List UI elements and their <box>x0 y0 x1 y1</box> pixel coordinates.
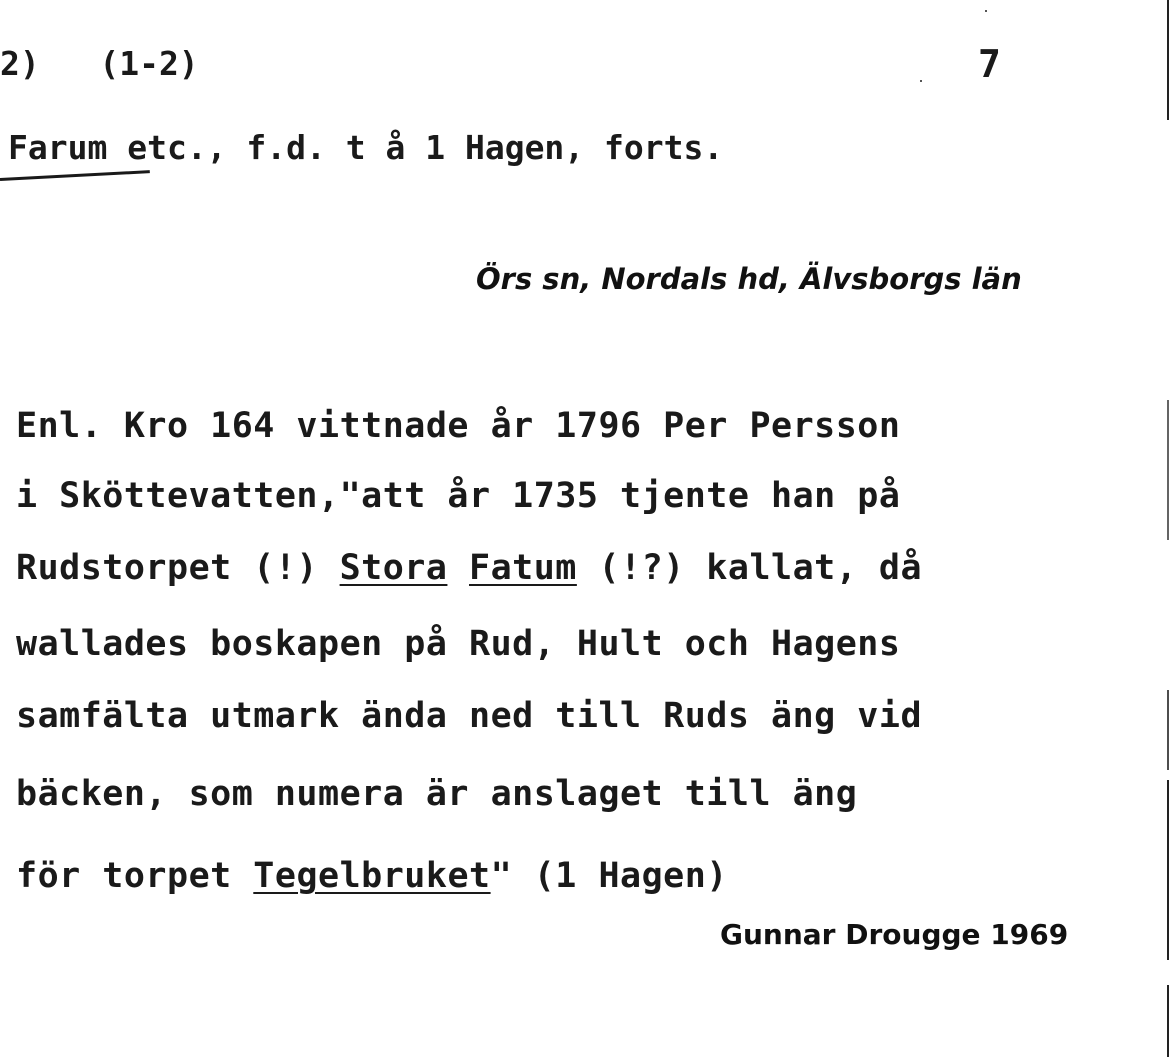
body-line-1 <box>16 406 900 446</box>
scan-speck <box>985 10 987 12</box>
card-edge-rule <box>1167 780 1169 960</box>
body-text: Enl. Kro 164 vittnade år 1796 Per Persson <box>16 406 901 446</box>
page-number: 7 <box>978 42 1001 86</box>
card-edge-rule <box>1167 400 1169 540</box>
body-text: (!?) kallat, då <box>576 548 923 588</box>
heading-rest: etc., f.d. t å 1 Hagen, forts. <box>107 128 724 167</box>
body-line-6 <box>16 774 857 814</box>
underlined-name-tegelbruket: Tegelbruket <box>253 856 491 896</box>
body-text: Rudstorpet (!) <box>16 548 340 588</box>
body-line-7 <box>16 856 728 896</box>
body-text: wallades boskapen på Rud, Hult och Hagens <box>16 624 901 664</box>
underlined-name-stora: Stora <box>339 548 448 588</box>
underlined-name-fatum: Fatum <box>469 548 577 588</box>
card-edge-rule <box>1167 985 1169 1057</box>
body-text: bäcken, som numera är anslaget till äng <box>16 774 858 814</box>
body-text: samfälta utmark ända ned till Ruds äng vid <box>16 696 923 736</box>
location-stamp: Örs sn, Nordals hd, Älvsborgs län <box>476 262 1022 296</box>
body-line-4 <box>16 624 900 664</box>
body-text <box>447 548 469 588</box>
body-text: för torpet <box>16 856 254 896</box>
scan-speck <box>920 80 922 82</box>
body-line-3 <box>16 548 922 588</box>
author-signature: Gunnar Drougge 1969 <box>720 918 1069 951</box>
card-edge-rule <box>1167 0 1169 120</box>
card-number: 2) (1-2) <box>0 44 199 83</box>
card-edge-rule <box>1167 690 1169 770</box>
body-text: i Sköttevatten,"att år 1735 tjente han på <box>16 476 901 516</box>
heading-underline <box>0 170 150 181</box>
body-text: " (1 Hagen) <box>490 856 728 896</box>
body-line-5 <box>16 696 922 736</box>
heading-place-name: Farum <box>8 128 108 167</box>
card-heading <box>8 128 723 167</box>
body-line-2 <box>16 476 900 516</box>
